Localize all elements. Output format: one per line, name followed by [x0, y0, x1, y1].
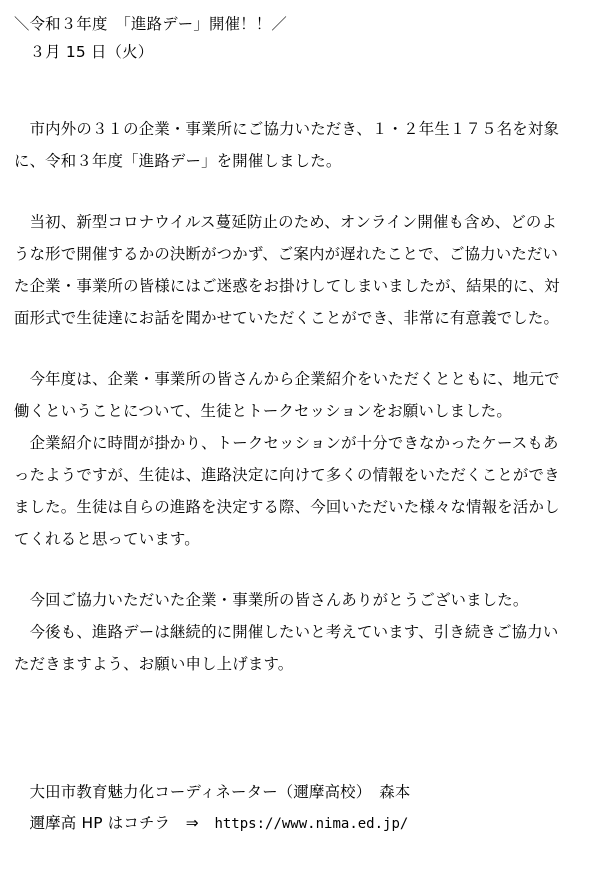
paragraph-line: 働くということについて、生徒とトークセッションをお願いしました。: [14, 402, 512, 420]
paragraph-line: てくれると思っています。: [14, 530, 200, 548]
homepage-link[interactable]: https://www.nima.ed.jp/: [214, 816, 409, 832]
homepage-line: [14, 813, 604, 834]
paragraph-line: 当初、新型コロナウイルス蔓延防止のため、オンライン開催も含め、どのよ: [14, 213, 558, 231]
paragraph-line: ただきますよう、お願い申し上げます。: [14, 655, 294, 673]
paragraph-line: に、令和３年度「進路デー」を開催しました。: [14, 152, 342, 170]
signature: 大田市教育魅力化コーディネーター（邇摩高校） 森本: [14, 783, 411, 801]
paragraph-line: ました。生徒は自らの進路を決定する際、今回いただいた様々な情報を活かし: [14, 498, 560, 516]
event-date: ３月 15 日（火）: [14, 43, 154, 61]
paragraph-line: 企業紹介に時間が掛かり、トークセッションが十分できなかったケースもあ: [14, 434, 559, 452]
paragraph-line: 面形式で生徒達にお話を聞かせていただくことができ、非常に有意義でした。: [14, 309, 560, 327]
paragraph-line: 今後も、進路デーは継続的に開催したいと考えています、引き続きご協力い: [14, 623, 559, 641]
paragraph-line: た企業・事業所の皆様にはご迷惑をお掛けしてしまいましたが、結果的に、対: [14, 277, 560, 295]
document-title: ＼令和３年度 「進路デー」開催！！／: [14, 15, 287, 33]
homepage-label: 邇摩高 HP はコチラ ⇒: [14, 814, 215, 832]
paragraph-line: 今年度は、企業・事業所の皆さんから企業紹介をいただくとともに、地元で: [14, 370, 560, 388]
paragraph-line: ったようですが、生徒は、進路決定に向けて多くの情報をいただくことができ: [14, 466, 560, 484]
paragraph-line: うな形で開催するかの決断がつかず、ご案内が遅れたことで、ご協力いただい: [14, 245, 559, 263]
paragraph-line: 市内外の３１の企業・事業所にご協力いただき、１・２年生１７５名を対象: [14, 120, 560, 138]
paragraph-line: 今回ご協力いただいた企業・事業所の皆さんありがとうございました。: [14, 591, 529, 609]
